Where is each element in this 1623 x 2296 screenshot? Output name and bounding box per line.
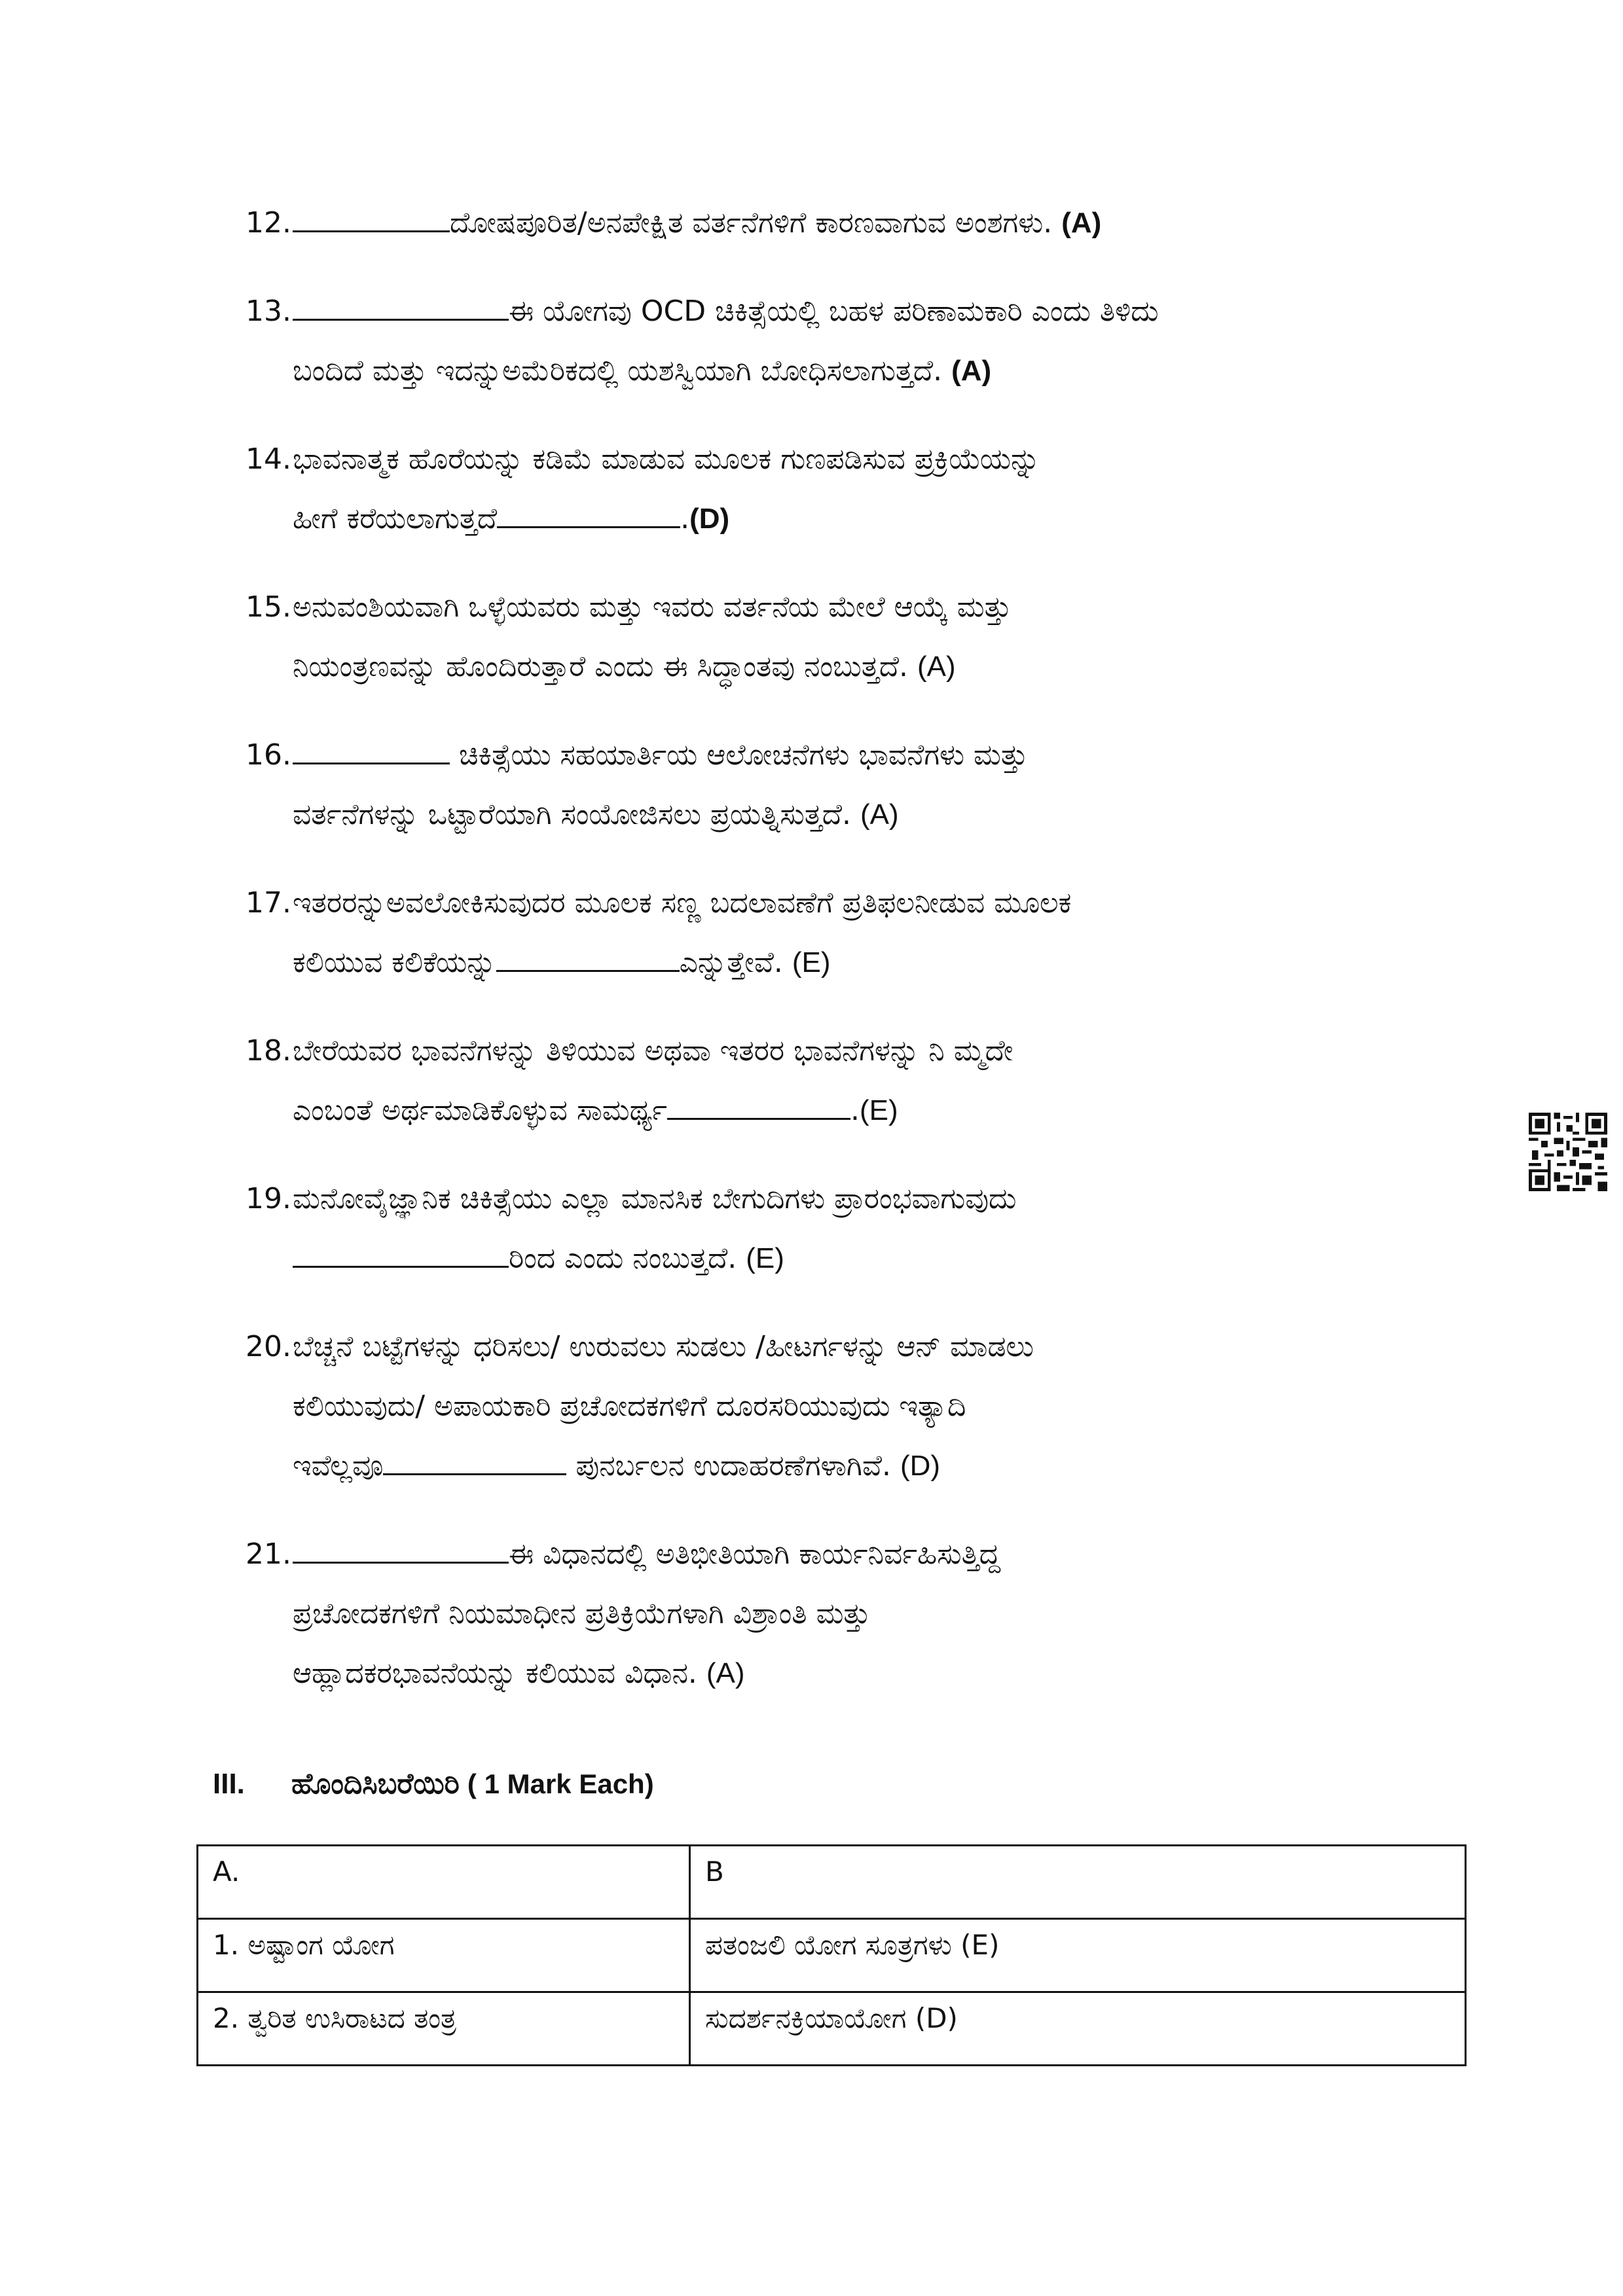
question-number: 14.: [246, 442, 291, 476]
answer-key: (A): [917, 651, 956, 683]
question-item: [246, 725, 1457, 844]
question-number: 18.: [246, 1034, 291, 1067]
question-item: [246, 193, 1457, 253]
question-line: [293, 341, 1457, 401]
answer-key: (A): [951, 355, 992, 387]
question-line: [293, 637, 1457, 696]
match-cell-b: ಸುದರ್ಶನಕ್ರಿಯಾಯೋಗ (D): [690, 1992, 1466, 2066]
answer-key: (E): [859, 1094, 898, 1126]
question-text-segment: ರಿಂದ ಎಂದು ನಂಬುತ್ತದೆ.: [509, 1242, 746, 1275]
answer-key: (D): [689, 503, 730, 535]
question-text-segment: ಬೆಚ್ಚನೆ ಬಟ್ಟೆಗಳನ್ನು ಧರಿಸಲು/ ಉರುವಲು ಸುಡಲು /ಹೀಟರ್ಗಳನ್ನು ಆನ್ ಮಾಡಲು: [293, 1330, 1034, 1363]
question-text: [293, 281, 1457, 401]
answer-key: (D): [900, 1450, 941, 1482]
question-line: [293, 193, 1457, 253]
question-text-segment: .: [680, 502, 690, 535]
fill-in-blank: [293, 1533, 509, 1564]
question-line: [293, 281, 1457, 341]
match-table-header-row: [198, 1846, 1466, 1919]
question-number: 16.: [246, 738, 291, 772]
section-heading: [213, 1767, 654, 1801]
answer-key: (E): [792, 946, 831, 978]
question-line: [293, 1317, 1457, 1376]
question-text-segment: ಪ್ರಚೋದಕಗಳಿಗೆ ನಿಯಮಾಧೀನ ಪ್ರತಿಕ್ರಿಯೆಗಳಾಗಿ ವಿಶ್ರಾಂತಿ ಮತ್ತು: [293, 1597, 871, 1630]
fill-in-blank: [293, 1237, 509, 1268]
match-table: [196, 1844, 1467, 2066]
question-text-segment: ಬೇರೆಯವರ ಭಾವನೆಗಳನ್ನು ತಿಳಿಯುವ ಅಥವಾ ಇತರರ ಭಾವನೆಗಳನ್ನು ನಿ ಮ್ಮದೇ: [293, 1034, 1013, 1067]
question-item: [246, 1169, 1457, 1288]
question-line: [293, 1584, 1457, 1643]
match-header-a: A.: [198, 1846, 690, 1919]
question-line: [293, 1169, 1457, 1229]
question-text-segment: ಈ ಯೋಗವು OCD ಚಿಕಿತ್ಸೆಯಲ್ಲಿ ಬಹಳ ಪರಿಣಾಮಕಾರಿ ಎಂದು ತಿಳಿದು: [509, 295, 1159, 328]
question-number: 13.: [246, 295, 291, 328]
question-text-segment: ಆಹ್ಲಾದಕರಭಾವನೆಯನ್ನು ಕಲಿಯುವ ವಿಧಾನ.: [293, 1657, 706, 1690]
question-text: [293, 577, 1457, 696]
question-item: [246, 281, 1457, 401]
question-text-segment: ಭಾವನಾತ್ಮಕ ಹೊರೆಯನ್ನು ಕಡಿಮೆ ಮಾಡುವ ಮೂಲಕ ಗುಣಪಡಿಸುವ ಪ್ರಕ್ರಿಯೆಯನ್ನು: [293, 442, 1040, 476]
question-text-segment: ಅನುವಂಶಿಯವಾಗಿ ಒಳ್ಳೆಯವರು ಮತ್ತು ಇವರು ವರ್ತನೆಯ ಮೇಲೆ ಆಯ್ಕೆ ಮತ್ತು: [293, 590, 1012, 624]
qr-code-icon: [1529, 1113, 1607, 1191]
question-text-segment: ಕಲಿಯುವುದು/ ಅಪಾಯಕಾರಿ ಪ್ರಚೋದಕಗಳಿಗೆ ದೂರಸರಿಯುವುದು ಇತ್ಯಾದಿ: [293, 1390, 966, 1423]
fill-in-blank: [497, 497, 680, 528]
question-line: [293, 1643, 1457, 1703]
question-number: 12.: [246, 206, 291, 240]
question-text: [293, 429, 1457, 548]
question-number: 21.: [246, 1537, 291, 1571]
question-text-segment: ದೋಷಪೂರಿತ/ಅನಪೇಕ್ಷಿತ ವರ್ತನೆಗಳಿಗೆ ಕಾರಣವಾಗುವ ಅಂಶಗಳು.: [450, 206, 1062, 240]
question-text: [293, 725, 1457, 844]
section-number: III.: [213, 1768, 245, 1800]
fill-in-blank: [667, 1089, 850, 1120]
table-row: [198, 1992, 1466, 2066]
question-line: [293, 429, 1457, 489]
table-row: [198, 1919, 1466, 1992]
question-text-segment: ಇವೆಲ್ಲವೂ: [293, 1449, 384, 1482]
question-line: [293, 1081, 1457, 1140]
question-text-segment: ಇತರರನ್ನುಅವಲೋಕಿಸುವುದರ ಮೂಲಕ ಸಣ್ಣ ಬದಲಾವಣೆಗೆ ಪ್ರತಿಫಲನೀಡುವ ಮೂಲಕ: [293, 886, 1072, 920]
fill-in-blank: [496, 941, 680, 972]
question-line: [293, 1229, 1457, 1288]
question-text-segment: ಹೀಗೆ ಕರೆಯಲಾಗುತ್ತದೆ: [293, 502, 498, 535]
question-item: [246, 429, 1457, 548]
question-text-segment: ಕಲಿಯುವ ಕಲಿಕೆಯನ್ನು: [293, 946, 496, 979]
question-text-segment: ಎನ್ನುತ್ತೇವೆ.: [679, 946, 792, 979]
section-title: ಹೊಂದಿಸಿಬರೆಯಿರಿ: [291, 1767, 460, 1801]
fill-in-blank: [293, 202, 450, 232]
question-line: [293, 577, 1457, 637]
question-item: [246, 577, 1457, 696]
question-list: [246, 193, 1457, 1732]
question-line: [293, 489, 1457, 548]
question-number: 19.: [246, 1182, 291, 1215]
question-item: [246, 1021, 1457, 1140]
question-item: [246, 1317, 1457, 1496]
question-line: [293, 933, 1457, 992]
answer-key: (A): [1061, 207, 1102, 239]
match-header-b: B: [690, 1846, 1466, 1919]
question-text: [293, 1317, 1457, 1496]
question-text-segment: ಪುನರ್ಬಲನ ಉದಾಹರಣೆಗಳಾಗಿವೆ.: [566, 1449, 900, 1482]
question-text: [293, 873, 1457, 992]
answer-key: (A): [860, 798, 899, 831]
question-text: [293, 193, 1457, 253]
question-text-segment: ಎಂಬಂತೆ ಅರ್ಥಮಾಡಿಕೊಳ್ಳುವ ಸಾಮರ್ಥ್ಯ: [293, 1094, 667, 1127]
question-number: 20.: [246, 1330, 291, 1363]
question-text: [293, 1524, 1457, 1703]
question-line: [293, 1436, 1457, 1496]
question-text-segment: ನಿಯಂತ್ರಣವನ್ನು ಹೊಂದಿರುತ್ತಾರೆ ಎಂದು ಈ ಸಿದ್ಧಾಂತವು ನಂಬುತ್ತದೆ.: [293, 650, 918, 683]
question-line: [293, 1021, 1457, 1081]
question-number: 17.: [246, 886, 291, 920]
question-line: [293, 873, 1457, 933]
question-text-segment: ಮನೋವೈಜ್ಞಾನಿಕ ಚಿಕಿತ್ಸೆಯು ಎಲ್ಲಾ ಮಾನಸಿಕ ಬೇಗುದಿಗಳು ಪ್ರಾರಂಭವಾಗುವುದು: [293, 1182, 1017, 1215]
answer-key: (A): [706, 1657, 745, 1689]
fill-in-blank: [293, 734, 450, 764]
question-text-segment: ಚಿಕಿತ್ಸೆಯು ಸಹಯಾರ್ತಿಯ ಆಲೋಚನೆಗಳು ಭಾವನೆಗಳು ಮತ್ತು: [450, 738, 1028, 772]
question-text-segment: ಈ ವಿಧಾನದಲ್ಲಿ ಅತಿಭೀತಿಯಾಗಿ ಕಾರ್ಯನಿರ್ವಹಿಸುತ್ತಿದ್ದ: [509, 1537, 1001, 1571]
match-cell-a: 2. ತ್ವರಿತ ಉಸಿರಾಟದ ತಂತ್ರ: [198, 1992, 690, 2066]
question-text: [293, 1021, 1457, 1140]
question-text-segment: .: [850, 1094, 860, 1127]
question-line: [293, 785, 1457, 844]
fill-in-blank: [293, 290, 509, 321]
match-cell-a: 1. ಅಷ್ಟಾಂಗ ಯೋಗ: [198, 1919, 690, 1992]
question-text: [293, 1169, 1457, 1288]
match-cell-b: ಪತಂಜಲಿ ಯೋಗ ಸೂತ್ರಗಳು (E): [690, 1919, 1466, 1992]
question-item: [246, 1524, 1457, 1703]
question-line: [293, 1376, 1457, 1436]
question-text-segment: ವರ್ತನೆಗಳನ್ನು ಒಟ್ಟಾರೆಯಾಗಿ ಸಂಯೋಜಿಸಲು ಪ್ರಯತ್ನಿಸುತ್ತದೆ.: [293, 798, 860, 831]
answer-key: (E): [746, 1242, 784, 1274]
question-number: 15.: [246, 590, 291, 624]
fill-in-blank: [383, 1444, 566, 1475]
question-line: [293, 1524, 1457, 1584]
question-line: [293, 725, 1457, 785]
question-item: [246, 873, 1457, 992]
question-text-segment: ಬಂದಿದೆ ಮತ್ತು ಇದನ್ನುಅಮೆರಿಕದಲ್ಲಿ ಯಶಸ್ವಿಯಾಗಿ ಬೋಧಿಸಲಾಗುತ್ತದೆ.: [293, 354, 952, 387]
section-marks: ( 1 Mark Each): [467, 1768, 654, 1799]
